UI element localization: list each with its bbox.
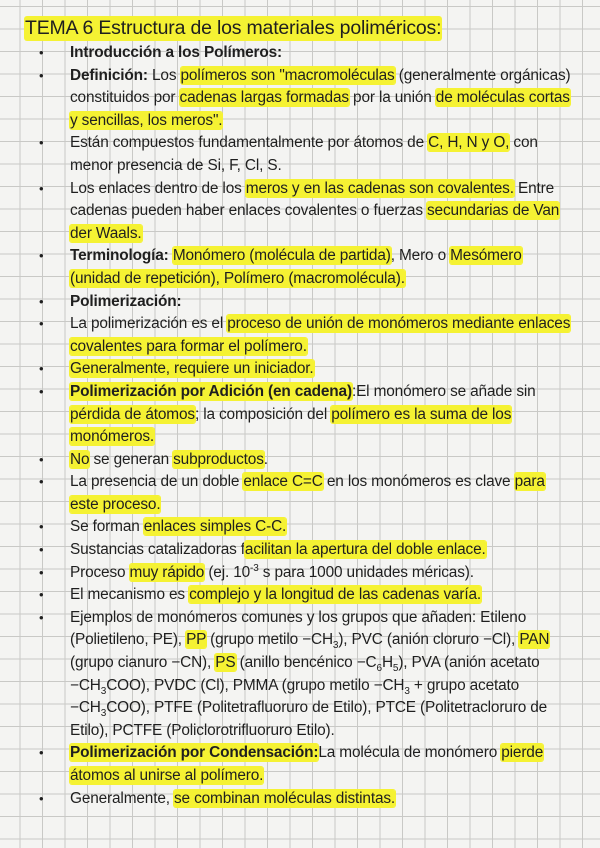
highlighted-text: cadenas largas formadas [179,89,349,107]
text-segment: ), PVA (anión acetato −CH [70,654,540,694]
highlighted-text: proceso de unión de monómeros mediante enlaces covalentes para formar el polímero. [70,315,571,355]
highlighted-text: subproductos [173,450,264,468]
highlighted-text: para este proceso. [70,473,545,513]
bullet-item [36,65,576,133]
text-segment: 3 [404,685,410,697]
text-segment: Los enlaces dentro de los [70,179,246,197]
text-segment: + grupo acetato −CH [70,676,520,717]
text-segment: El mecanismo es [70,586,190,604]
highlighted-text: complejo y la longitud de las cadenas varía. [189,586,482,604]
bullet-item [36,358,576,381]
highlighted-text: meros y en las cadenas son covalentes. [245,179,514,197]
bullet-item [36,291,576,314]
text-segment: Sustancias catalizadoras f [70,541,245,559]
bold-text: Introducción a los Polímeros: [70,44,283,61]
highlighted-text: PAN [519,631,550,649]
text-segment: (generalmente orgánicas) constituidos por [70,66,571,107]
highlighted-text: polímero es la suma de los monómeros. [70,405,512,446]
highlighted-text: secundarias de Van der Waals. [70,202,560,242]
highlighted-text: Generalmente, requiere un iniciador. [70,360,314,378]
bullet-item [36,381,576,449]
text-segment: (ej. 10 [204,563,251,581]
bullet-item [36,584,576,607]
highlighted-text: Polimerización por Condensación: [70,744,319,762]
bullet-item [36,178,576,246]
highlighted-text: se combinan moléculas distintas. [173,789,396,807]
bullet-item [36,607,576,743]
page-title: TEMA 6 Estructura de los materiales poliméricos: [25,17,442,39]
bullet-item [36,245,576,290]
text-segment: COO), PTFE (Politetrafluoruro de Etilo), PTCE (Politetracloruro de Etilo), PCTFE (Policlorotrifluoruro Etilo). [70,699,548,739]
text-segment: 6 [376,663,382,675]
text-segment: (anillo bencénico −C [235,654,377,672]
text-segment: ; la composición del [194,405,332,423]
text-segment: 3 [100,685,107,697]
text-segment: -3 [250,562,259,574]
bold-text: Terminología: [70,247,169,265]
highlighted-text: Monómero (molécula de partida) [172,247,391,265]
highlighted-text: PS [215,654,236,672]
text-segment: (grupo metilo −CH [206,631,333,649]
highlighted-text: muy rápido [129,563,205,581]
bullet-item [36,42,576,65]
text-segment: Generalmente, [70,789,174,807]
bold-text: Definición: [70,66,148,84]
bullet-item [36,313,576,358]
highlighted-text: enlaces simples C-C. [143,518,287,536]
text-segment: La presencia de un doble [70,473,244,491]
highlighted-text: de moléculas cortas y sencillas, los meros". [70,89,570,129]
text-segment: con menor presencia de Si, F, Cl, S. [70,134,538,174]
text-segment: 3 [332,640,339,652]
text-segment: COO), PVDC (Cl), PMMA (grupo metilo −CH [106,676,405,694]
text-segment: La polimerización es el [70,315,228,333]
text-segment: 5 [392,663,399,675]
bullet-item [36,449,576,472]
highlighted-text: Mesómero (unidad de repetición), Polímero (macromolécula). [70,247,522,287]
text-segment: . [263,450,268,468]
bullet-item [36,539,576,562]
text-segment: La molécula de monómero [318,744,502,762]
text-segment: Los [147,66,181,84]
bullet-list [36,42,576,810]
highlighted-text: PP [186,631,207,649]
highlighted-text: pérdida de átomos [70,405,195,423]
highlighted-text: polímeros son "macromoléculas [180,66,395,84]
bullet-item [36,516,576,539]
text-segment: ), PVC (anión cloruro −Cl), [338,631,520,649]
text-segment: se generan [89,450,174,468]
text-segment: Se forman [70,518,144,536]
bullet-item [36,742,576,787]
text-segment: por la unión [348,89,436,107]
text-segment: s para 1000 unidades méricas). [258,563,474,581]
text-segment: Ejemplos de monómeros comunes y los grupos que añaden: Etileno (Polietileno, PE), [70,608,527,649]
text-segment: 3 [100,708,107,720]
text-segment: Entre cadenas pueden haber enlaces covalentes o fuerzas [70,179,555,220]
bullet-item [36,788,576,811]
text-segment: :El monómero se añade sin [351,382,536,400]
text-segment: (grupo cianuro −CN), [70,654,216,672]
text-segment: Están compuestos fundamentalmente por átomos de [70,134,429,152]
text-segment: H [381,654,393,672]
text-segment: en los monómeros es clave [322,473,515,491]
bullet-item [36,132,576,177]
highlighted-text: Polimerización por Adición (en cadena) [70,382,352,400]
text-segment: , Mero o [390,247,451,265]
highlighted-text: No [70,450,90,468]
highlighted-text: pierde átomos al unirse al polímero. [70,744,544,784]
highlighted-text: acilitan la apertura del doble enlace. [244,541,486,559]
highlighted-text: C, H, N y O, [428,134,510,152]
text-segment: Proceso [70,563,130,581]
highlighted-text: enlace C=C [243,473,323,491]
bullet-item [36,562,576,585]
bullet-item [36,471,576,516]
bold-text: Polimerización: [70,292,182,310]
